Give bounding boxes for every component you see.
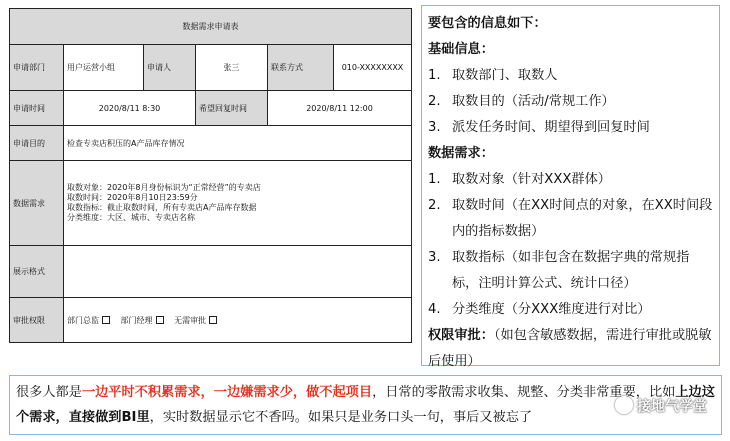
no-approval-checkbox[interactable] <box>209 316 217 324</box>
approval-note <box>428 323 713 375</box>
expect-label: 希望回复时间 <box>196 91 268 126</box>
data-requirements <box>64 161 412 246</box>
list-item: 3. 派发任务时间、期望得到回复时间 <box>428 120 650 135</box>
purpose-label: 申请目的 <box>10 126 64 161</box>
purpose-value: 检查专卖店积压的A产品库存情况 <box>64 126 412 161</box>
approve-options <box>64 298 412 343</box>
approval-text: （如包含敏感数据，需进行审批或脱敏后使用） <box>428 328 712 369</box>
time-value: 2020/8/11 8:30 <box>64 91 196 126</box>
note-text: 很多人都是 <box>16 385 82 400</box>
data-line: 取数时间：2020年8月10日23:59分 <box>67 193 198 202</box>
list-item: 1. 取数部门、取数人 <box>428 68 558 83</box>
expect-value: 2020/8/11 12:00 <box>268 91 412 126</box>
contact-label: 联系方式 <box>268 45 334 91</box>
watermark <box>615 395 707 420</box>
note-bold: 上边这个需求，直接做到BI里 <box>16 385 715 425</box>
list-item: 4. 分类维度（分XXX维度进行对比） <box>428 302 651 317</box>
panel-heading: 要包含的信息如下： <box>428 16 547 31</box>
list-item: 3. 取数指标（如非包含在数据字典的常规指标，注明计算公式、统计口径） <box>428 250 690 291</box>
data-line: 取数对象：2020年8月身份标识为“正常经营”的专卖店 <box>67 183 261 192</box>
applicant-label: 申请人 <box>144 45 196 91</box>
list-item: 2. 取数时间（在XX时间点的对象，在XX时间段内的指标数据） <box>428 198 713 239</box>
note-highlight: 一边平时不积累需求，一边嫌需求少，做不起项目 <box>81 385 373 400</box>
list-item: 1. 取数对象（针对XXX群体） <box>428 172 611 187</box>
data-label: 数据需求 <box>10 161 64 246</box>
basic-heading: 基础信息： <box>428 42 494 57</box>
data-line: 取数指标：截止取数时间，所有专卖店A产品库存数据 <box>67 203 257 212</box>
note-text: ，实时数据显示它不香吗。如果只是业务口头一句，事后又被忘了 <box>149 410 533 425</box>
display-value[interactable] <box>64 246 412 298</box>
note-text: ，日常的零散需求收集、规整、分类非常重要，比如 <box>372 385 676 400</box>
data-heading: 数据需求： <box>428 146 494 161</box>
approve-label: 审批权限 <box>10 298 64 343</box>
data-request-form <box>9 8 412 343</box>
display-label: 展示格式 <box>10 246 64 298</box>
watermark-text: 接地气学堂 <box>637 399 707 415</box>
info-panel <box>421 5 720 369</box>
form-title: 数据需求申请表 <box>10 9 412 45</box>
data-line: 分类维度：大区、城市、专卖店名称 <box>67 213 195 222</box>
commentary-box <box>9 375 722 435</box>
approve-option-label: 部门经理 <box>120 315 153 325</box>
dept-label: 申请部门 <box>10 45 64 91</box>
wechat-icon <box>615 396 633 414</box>
applicant-value: 张三 <box>196 45 268 91</box>
time-label: 申请时间 <box>10 91 64 126</box>
dept-value: 用户运营小组 <box>64 45 144 91</box>
list-item: 2. 取数目的（活动/常规工作） <box>428 94 615 109</box>
contact-value: 010-XXXXXXXX <box>334 45 412 91</box>
approve-option-label: 部门总监 <box>67 315 99 325</box>
director-checkbox[interactable] <box>102 316 110 324</box>
manager-checkbox[interactable] <box>156 316 164 324</box>
approval-heading: 权限审批： <box>428 328 494 343</box>
approve-option-label: 无需审批 <box>174 315 207 325</box>
